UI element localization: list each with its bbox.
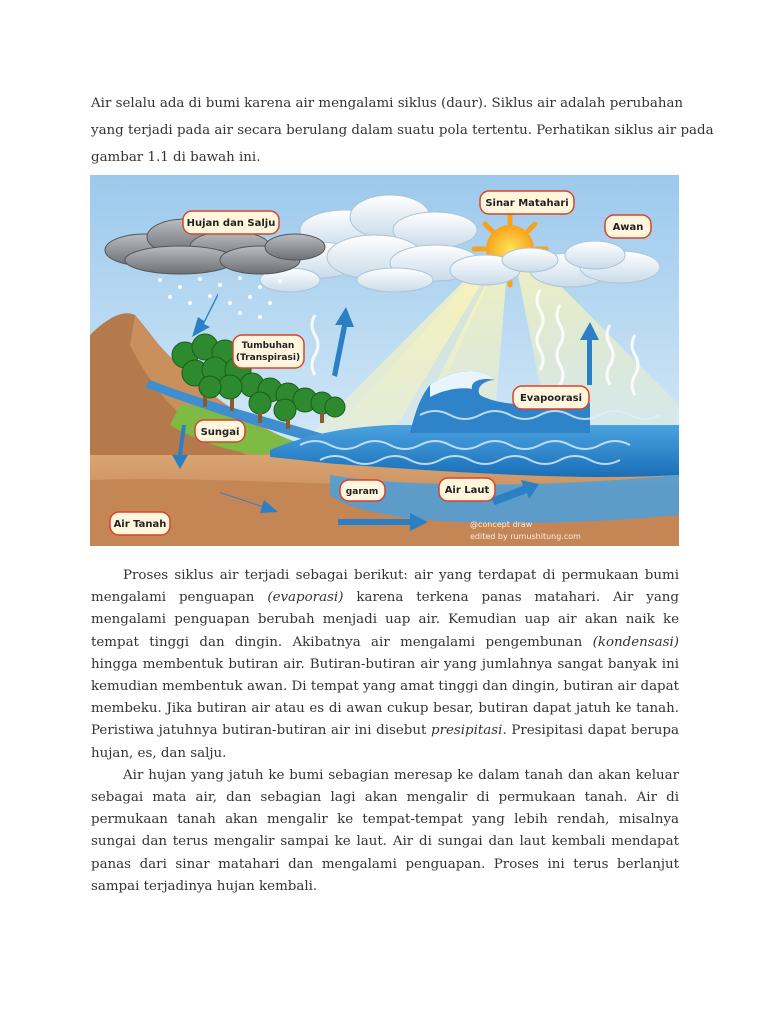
body-text [91,565,679,898]
label-sinar-matahari [480,191,574,214]
paragraph-2: Air hujan yang jatuh ke bumi sebagian meresap ke dalam tanah dan akan keluar sebagai mata air, dan sebagian lagi akan mengalir di permukaan tanah. Air di permukaan tanah akan mengalir ke tempat-tempat yang lebih rendah, misalnya sungai dan terus mengalir sampai ke laut. Air di sungai dan laut kembali mendapat panas dari sinar matahari dan mengalami penguapan. Proses ini terus berlanjut sampai terjadinya hujan kembali. [91,767,679,894]
paragraph-1-part-e: hingga membentuk butiran air. Butiran-butiran air yang jumlahnya sangat banyak ini kemudian membentuk awan. Di tempat yang amat tinggi dan dingin, butiran air dapat membeku. Jika butiran air atau es di awan cukup besar, butiran dapat jatuh ke tanah. Peristiwa jatuhnya butiran-butiran air ini disebut [91,656,679,739]
svg-text:Sinar Matahari: Sinar Matahari [485,198,569,209]
intro-paragraph [91,90,714,171]
intro-line-3: gambar 1.1 di bawah ini. [91,150,261,165]
label-tumbuhan [233,335,304,368]
svg-text:Air Tanah: Air Tanah [113,519,167,530]
svg-text:garam: garam [345,487,379,497]
term-evaporasi: (evaporasi) [267,590,344,606]
intro-line-1: Air selalu ada di bumi karena air mengalami siklus (daur). Siklus air adalah perubahan [91,96,684,111]
paragraph-1 [91,565,679,765]
paragraph-1-part-a: Proses siklus air terjadi sebagai berikut: air yang terdapat di permukaan bumi mengalami penguapan [91,568,679,606]
term-kondensasi: (kondensasi) [592,634,679,650]
water-cycle-illustration [90,175,679,546]
label-awan [605,215,651,238]
water-cycle-figure [90,175,679,546]
paragraph-1-part-c: karena terkena panas matahari. Air yang mengalami penguapan berubah menjadi uap air. Kemudian uap air akan naik ke tempat tinggi dan dingin. Akibatnya air mengalami pengembunan [91,590,679,650]
svg-text:(Transpirasi): (Transpirasi) [235,353,301,363]
label-sungai [195,420,245,442]
label-garam [340,480,385,501]
svg-text:Hujan dan Salju: Hujan dan Salju [186,218,276,229]
paragraph-1-part-g: . Presipitasi dapat berupa hujan, es, dan salju. [91,723,679,761]
figure-credit-1: @concept draw [470,520,533,529]
svg-text:Awan: Awan [612,222,644,233]
label-air-laut [439,478,495,501]
svg-text:Air Laut: Air Laut [444,485,490,496]
intro-line-2: yang terjadi pada air secara berulang dalam suatu pola tertentu. Perhatikan siklus air pada [91,123,714,138]
term-presipitasi: presipitasi [431,723,503,739]
label-hujan-dan-salju [183,211,279,234]
label-evapoorasi [513,386,589,409]
figure-credit-2: edited by rumushitung.com [470,532,581,541]
label-air-tanah [110,512,170,535]
svg-text:Tumbuhan: Tumbuhan [241,341,295,351]
svg-text:Evapoorasi: Evapoorasi [519,393,583,404]
svg-text:Sungai: Sungai [200,427,240,438]
